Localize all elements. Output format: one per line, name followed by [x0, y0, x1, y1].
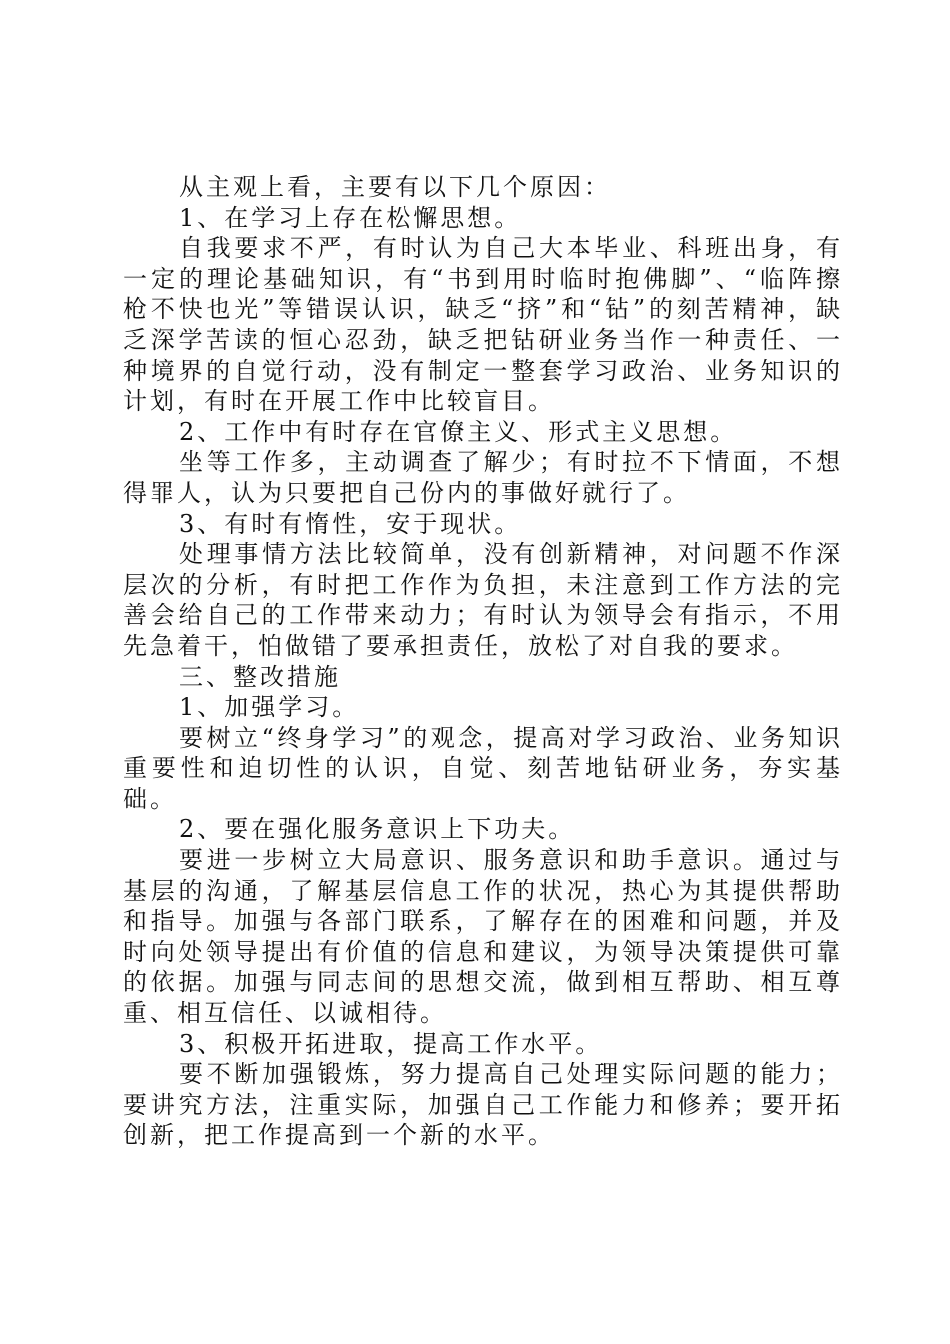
- paragraph-study-slack: 自我要求不严，有时认为自己大本毕业、科班出身，有一定的理论基础知识，有“书到用时临时抱佛脚”、“临阵擦枪不快也光”等错误认识，缺乏“挤”和“钻”的刻苦精神，缺乏深学苦读的恒心忍劲，缺乏把钻研业务当作一种责任、一种境界的自觉行动，没有制定一整套学习政治、业务知识的计划，有时在开展工作中比较盲目。: [123, 234, 843, 416]
- heading-pioneering: 3、积极开拓进取，提高工作水平。: [179, 1029, 603, 1058]
- heading-strengthen-study: 1、加强学习。: [179, 693, 360, 722]
- paragraph-service-awareness: 要进一步树立大局意识、服务意识和助手意识。通过与基层的沟通，了解基层信息工作的状况，热心为其提供帮助和指导。加强与各部门联系，了解存在的困难和问题，并及时向处领导提出有价值的信息和建议，为领导决策提供可靠的依据。加强与同志间的思想交流，做到相互帮助、相互尊重、相互信任、以诚相待。: [123, 846, 843, 1028]
- paragraph-pioneering: 要不断加强锻炼，努力提高自己处理实际问题的能力；要讲究方法，注重实际，加强自己工作能力和修养；要开拓创新，把工作提高到一个新的水平。: [123, 1060, 843, 1150]
- paragraph-inertia: 处理事情方法比较简单，没有创新精神，对问题不作深层次的分析，有时把工作作为负担，未注意到工作方法的完善会给自己的工作带来动力；有时认为领导会有指示，不用先急着干，怕做错了要承担责任，放松了对自我的要求。: [123, 540, 843, 660]
- paragraph-bureaucracy: 坐等工作多，主动调查了解少；有时拉不下情面，不想得罪人，认为只要把自己份内的事做好就行了。: [123, 448, 843, 507]
- document-body: [123, 172, 843, 1151]
- paragraph-subjective-intro: 从主观上看，主要有以下几个原因：: [179, 173, 611, 201]
- section-heading-measures: 三、整改措施: [179, 662, 341, 691]
- heading-inertia: 3、有时有惰性，安于现状。: [179, 509, 522, 538]
- paragraph-strengthen-study: 要树立“终身学习”的观念，提高对学习政治、业务知识重要性和迫切性的认识，自觉、刻苦地钻研业务，夯实基础。: [123, 723, 843, 813]
- heading-bureaucracy: 2、工作中有时存在官僚主义、形式主义思想。: [179, 417, 738, 446]
- heading-study-slack: 1、在学习上存在松懈思想。: [179, 203, 522, 232]
- heading-service-awareness: 2、要在强化服务意识上下功夫。: [179, 815, 576, 844]
